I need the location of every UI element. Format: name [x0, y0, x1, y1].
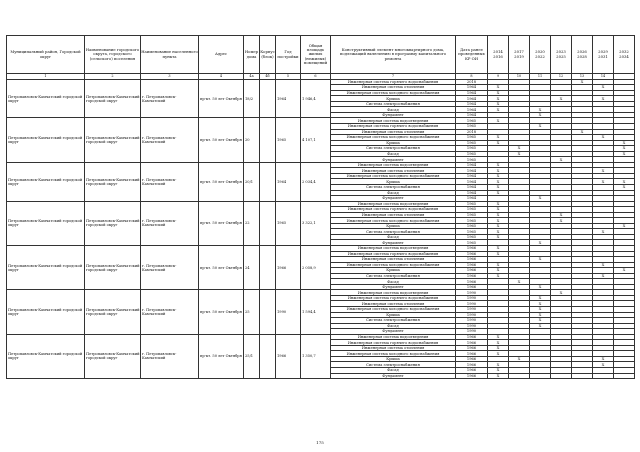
- house-address-cell: пр-кт. 50 лет Октября: [199, 162, 244, 201]
- period-mark-cell: X: [614, 179, 635, 185]
- period-mark-cell: X: [530, 312, 551, 318]
- period-mark-cell: X: [614, 146, 635, 152]
- repair-date-cell: 1966: [456, 262, 488, 268]
- element-cell: Система электроснабжения: [331, 362, 456, 368]
- period-mark-cell: X: [488, 173, 509, 179]
- period-mark-cell: X: [488, 340, 509, 346]
- column-number-cell: 7: [331, 74, 456, 80]
- house-address-cell: пр-кт. 50 лет Октября: [199, 246, 244, 290]
- column-number-cell: 6: [301, 74, 331, 80]
- period-mark-cell: X: [488, 273, 509, 279]
- element-cell: Фасад: [331, 151, 456, 157]
- repair-date-cell: 1966: [456, 356, 488, 362]
- house-year-cell: 1965: [276, 118, 301, 162]
- house-house-no-cell: 25/1: [244, 334, 260, 378]
- element-cell: Инженерная система холодного водоснабжения: [331, 218, 456, 224]
- house-house-no-cell: 22: [244, 201, 260, 245]
- house-settlement-cell: Петропавловск-Камчатский городской округ: [85, 118, 141, 162]
- element-cell: Инженерная система холодного водоснабжения: [331, 173, 456, 179]
- repair-date-cell: 1966: [456, 340, 488, 346]
- house-area-cell: 1 350,7: [301, 334, 331, 378]
- element-cell: Фундамент: [331, 329, 456, 335]
- period-mark-cell: X: [593, 135, 614, 141]
- column-number-cell: 4: [199, 74, 244, 80]
- element-cell: Инженерная система отопления: [331, 212, 456, 218]
- period-mark-cell: X: [593, 85, 614, 91]
- period-mark-cell: X: [488, 368, 509, 374]
- period-mark-cell: X: [614, 140, 635, 146]
- repair-date-cell: 1966: [456, 246, 488, 252]
- repair-date-cell: 1966: [456, 268, 488, 274]
- period-mark-cell: X: [593, 229, 614, 235]
- element-cell: Фундамент: [331, 157, 456, 163]
- element-cell: Фундамент: [331, 196, 456, 202]
- column-number-cell: 14: [593, 74, 614, 80]
- period-mark-cell: X: [488, 135, 509, 141]
- house-locality-cell: г. Петропавловск-Камчатский: [141, 79, 199, 118]
- period-mark-cell: X: [530, 295, 551, 301]
- element-cell: Крыша: [331, 179, 456, 185]
- element-cell: Фундамент: [331, 284, 456, 290]
- house-house-no-cell: 20/1: [244, 162, 260, 201]
- header-cell: Дата ранее проведенных КР ОИ: [456, 36, 488, 74]
- repair-date-cell: 1965: [456, 223, 488, 229]
- period-mark-cell: X: [509, 356, 530, 362]
- column-number-cell: 3: [141, 74, 199, 80]
- period-mark-cell: X: [488, 262, 509, 268]
- house-block-cell: [260, 79, 276, 118]
- element-cell: Система электроснабжения: [331, 146, 456, 152]
- element-cell: Крыша: [331, 312, 456, 318]
- column-number-cell: 5: [276, 74, 301, 80]
- repair-date-cell: 1965: [456, 240, 488, 246]
- period-mark-cell: X: [488, 118, 509, 124]
- period-mark-cell: X: [530, 318, 551, 324]
- column-number-cell: 8: [456, 74, 488, 80]
- column-number-cell: 11: [530, 74, 551, 80]
- repair-date-cell: 1990: [456, 323, 488, 329]
- header-cell: Год постройки: [276, 36, 301, 74]
- header-cell: Муниципальный район, Городской округ: [7, 36, 85, 74]
- repair-date-cell: 1964: [456, 184, 488, 190]
- house-block-cell: [260, 334, 276, 378]
- period-mark-cell: X: [530, 107, 551, 113]
- house-house-no-cell: 20: [244, 118, 260, 162]
- house-address-cell: пр-кт. 50 лет Октября: [199, 334, 244, 378]
- period-mark-cell: X: [488, 351, 509, 357]
- column-number-cell: 1: [7, 74, 85, 80]
- period-mark-cell: X: [530, 323, 551, 329]
- period-mark-cell: X: [614, 184, 635, 190]
- element-cell: Система электроснабжения: [331, 318, 456, 324]
- repair-date-cell: 1964: [456, 90, 488, 96]
- period-mark-cell: X: [572, 129, 593, 135]
- column-number-cell: 9: [488, 74, 509, 80]
- house-district-cell: Петропавловск-Камчатский городской округ: [7, 290, 85, 334]
- period-mark-cell: X: [593, 179, 614, 185]
- house-locality-cell: г. Петропавловск-Камчатский: [141, 246, 199, 290]
- period-mark-cell: X: [530, 240, 551, 246]
- house-block-cell: [260, 201, 276, 245]
- house-year-cell: 1964: [276, 162, 301, 201]
- house-settlement-cell: Петропавловск-Камчатский городской округ: [85, 79, 141, 118]
- repair-date-cell: 1965: [456, 212, 488, 218]
- element-cell: Крыша: [331, 268, 456, 274]
- repair-date-cell: 1966: [456, 279, 488, 285]
- house-area-cell: 4 107,1: [301, 118, 331, 162]
- period-mark-cell: X: [530, 301, 551, 307]
- column-number-cell: 13: [572, 74, 593, 80]
- element-cell: Инженерная система отопления: [331, 168, 456, 174]
- repair-date-cell: 1964: [456, 179, 488, 185]
- element-cell: Инженерная система горячего водоснабжения: [331, 79, 456, 85]
- house-area-cell: 2 058,9: [301, 246, 331, 290]
- header-cell: Конструктивный элемент многоквартирного дома, подлежащий включению в программу капитального ремонта: [331, 36, 456, 74]
- house-area-cell: 1 594,4: [301, 290, 331, 334]
- period-mark-cell: X: [551, 212, 572, 218]
- element-cell: Инженерная система водоотведения: [331, 162, 456, 168]
- repair-date-cell: 1966: [456, 257, 488, 263]
- element-cell: Инженерная система водоотведения: [331, 246, 456, 252]
- column-number-cell: 10: [509, 74, 530, 80]
- period-mark-cell: X: [488, 179, 509, 185]
- element-cell: Инженерная система горячего водоснабжения: [331, 207, 456, 213]
- repair-date-cell: 1966: [456, 345, 488, 351]
- period-mark-cell: X: [551, 96, 572, 102]
- element-cell: Инженерная система холодного водоснабжения: [331, 90, 456, 96]
- house-year-cell: 1964: [276, 79, 301, 118]
- repair-date-cell: 1965: [456, 234, 488, 240]
- period-mark-cell: X: [488, 140, 509, 146]
- repair-date-cell: 1965: [456, 140, 488, 146]
- element-cell: Фундамент: [331, 112, 456, 118]
- repair-date-cell: 1966: [456, 373, 488, 379]
- house-address-cell: пр-кт. 50 лет Октября: [199, 79, 244, 118]
- period-mark-cell: X: [614, 151, 635, 157]
- element-cell: Крыша: [331, 96, 456, 102]
- house-address-cell: пр-кт. 50 лет Октября: [199, 290, 244, 334]
- element-cell: Инженерная система горячего водоснабжения: [331, 340, 456, 346]
- repair-date-cell: 1990: [456, 329, 488, 335]
- house-locality-cell: г. Петропавловск-Камчатский: [141, 162, 199, 201]
- period-mark-cell: [593, 373, 614, 379]
- repair-date-cell: 2018: [456, 129, 488, 135]
- period-mark-cell: X: [488, 362, 509, 368]
- period-mark-cell: X: [488, 223, 509, 229]
- period-mark-cell: X: [488, 207, 509, 213]
- element-cell: Инженерная система холодного водоснабжения: [331, 351, 456, 357]
- house-district-cell: Петропавловск-Камчатский городской округ: [7, 79, 85, 118]
- period-mark-cell: [530, 373, 551, 379]
- period-mark-cell: X: [488, 162, 509, 168]
- house-area-cell: 1 946,4: [301, 79, 331, 118]
- period-mark-cell: X: [488, 190, 509, 196]
- header-cell: 2014 2016: [488, 36, 509, 74]
- house-house-no-cell: 18/2: [244, 79, 260, 118]
- period-mark-cell: X: [593, 273, 614, 279]
- element-cell: Фасад: [331, 107, 456, 113]
- element-cell: Инженерная система горячего водоснабжения: [331, 123, 456, 129]
- period-mark-cell: X: [488, 373, 509, 379]
- element-cell: Инженерная система водоотведения: [331, 201, 456, 207]
- element-cell: Инженерная система отопления: [331, 301, 456, 307]
- house-settlement-cell: Петропавловск-Камчатский городской округ: [85, 201, 141, 245]
- element-cell: Фасад: [331, 190, 456, 196]
- repair-date-cell: 1965: [456, 207, 488, 213]
- house-locality-cell: г. Петропавловск-Камчатский: [141, 334, 199, 378]
- repair-date-cell: 1990: [456, 307, 488, 313]
- period-mark-cell: X: [509, 146, 530, 152]
- repair-date-cell: 1990: [456, 290, 488, 296]
- repair-date-cell: 1965: [456, 229, 488, 235]
- period-mark-cell: X: [551, 218, 572, 224]
- element-cell: Крыша: [331, 223, 456, 229]
- period-mark-cell: [614, 373, 635, 379]
- repair-date-cell: 1966: [456, 368, 488, 374]
- period-mark-cell: X: [530, 257, 551, 263]
- house-year-cell: 1965: [276, 201, 301, 245]
- repair-date-cell: 1965: [456, 118, 488, 124]
- period-mark-cell: X: [593, 262, 614, 268]
- house-locality-cell: г. Петропавловск-Камчатский: [141, 201, 199, 245]
- repair-date-cell: 1990: [456, 312, 488, 318]
- element-cell: Фасад: [331, 234, 456, 240]
- period-mark-cell: X: [488, 96, 509, 102]
- period-mark-cell: X: [551, 290, 572, 296]
- period-mark-cell: X: [593, 356, 614, 362]
- house-district-cell: Петропавловск-Камчатский городской округ: [7, 334, 85, 378]
- element-cell: Крыша: [331, 140, 456, 146]
- period-mark-cell: X: [488, 168, 509, 174]
- house-locality-cell: г. Петропавловск-Камчатский: [141, 118, 199, 162]
- repair-date-cell: 1965: [456, 157, 488, 163]
- period-mark-cell: X: [593, 96, 614, 102]
- period-mark-cell: X: [572, 79, 593, 85]
- element-cell: Инженерная система отопления: [331, 345, 456, 351]
- house-year-cell: 1966: [276, 246, 301, 290]
- period-mark-cell: X: [488, 251, 509, 257]
- element-cell: Инженерная система горячего водоснабжения: [331, 251, 456, 257]
- repair-date-cell: 1990: [456, 318, 488, 324]
- period-mark-cell: X: [593, 362, 614, 368]
- period-mark-cell: X: [530, 284, 551, 290]
- header-cell: 2029 2031: [593, 36, 614, 74]
- period-mark-cell: X: [530, 196, 551, 202]
- period-mark-cell: X: [509, 279, 530, 285]
- house-settlement-cell: Петропавловск-Камчатский городской округ: [85, 334, 141, 378]
- header-cell: 2026 2028: [572, 36, 593, 74]
- period-mark-cell: X: [593, 168, 614, 174]
- house-district-cell: Петропавловск-Камчатский городской округ: [7, 246, 85, 290]
- element-cell: Система электроснабжения: [331, 184, 456, 190]
- house-year-cell: 1990: [276, 290, 301, 334]
- period-mark-cell: X: [488, 85, 509, 91]
- period-mark-cell: X: [614, 223, 635, 229]
- repair-date-cell: 1966: [456, 351, 488, 357]
- column-number-cell: 12: [551, 74, 572, 80]
- repair-date-cell: 1965: [456, 218, 488, 224]
- element-cell: Система электроснабжения: [331, 273, 456, 279]
- header-cell: Общая площадь жилых (нежилых) помещений: [301, 36, 331, 74]
- element-cell: Система электроснабжения: [331, 229, 456, 235]
- house-district-cell: Петропавловск-Камчатский городской округ: [7, 162, 85, 201]
- period-mark-cell: X: [488, 234, 509, 240]
- house-area-cell: 3 322,1: [301, 201, 331, 245]
- period-mark-cell: X: [488, 246, 509, 252]
- repair-date-cell: 1964: [456, 107, 488, 113]
- period-mark-cell: X: [488, 212, 509, 218]
- repair-date-cell: 1966: [456, 334, 488, 340]
- house-block-cell: [260, 246, 276, 290]
- element-cell: Фундамент: [331, 240, 456, 246]
- header-cell: 2032 2034: [614, 36, 635, 74]
- element-cell: Инженерная система водоотведения: [331, 334, 456, 340]
- repair-date-cell: 1990: [456, 301, 488, 307]
- repair-date-cell: 2018: [456, 79, 488, 85]
- repair-date-cell: 1965: [456, 146, 488, 152]
- repair-date-cell: 1964: [456, 173, 488, 179]
- house-settlement-cell: Петропавловск-Камчатский городской округ: [85, 290, 141, 334]
- repair-date-cell: 1990: [456, 295, 488, 301]
- period-mark-cell: X: [488, 201, 509, 207]
- repair-date-cell: 1964: [456, 162, 488, 168]
- repair-date-cell: 1964: [456, 112, 488, 118]
- period-mark-cell: X: [488, 268, 509, 274]
- header-cell: Наименование городского округа, городского (сельского) поселения: [85, 36, 141, 74]
- repair-date-cell: 1965: [456, 123, 488, 129]
- element-cell: Фасад: [331, 279, 456, 285]
- period-mark-cell: X: [614, 268, 635, 274]
- capital-repair-table: [6, 35, 635, 379]
- repair-date-cell: 1964: [456, 85, 488, 91]
- element-cell: Инженерная система отопления: [331, 85, 456, 91]
- repair-date-cell: 1966: [456, 273, 488, 279]
- house-settlement-cell: Петропавловск-Камчатский городской округ: [85, 246, 141, 290]
- period-mark-cell: [551, 373, 572, 379]
- repair-date-cell: 1965: [456, 201, 488, 207]
- period-mark-cell: X: [509, 151, 530, 157]
- element-cell: Инженерная система горячего водоснабжения: [331, 295, 456, 301]
- header-row: [7, 36, 635, 74]
- house-address-cell: пр-кт. 50 лет Октября: [199, 118, 244, 162]
- header-cell: Наименование населенного пункта: [141, 36, 199, 74]
- repair-date-cell: 1966: [456, 251, 488, 257]
- period-mark-cell: [572, 373, 593, 379]
- house-house-no-cell: 25: [244, 290, 260, 334]
- period-mark-cell: X: [488, 101, 509, 107]
- house-locality-cell: г. Петропавловск-Камчатский: [141, 290, 199, 334]
- repair-date-cell: 1965: [456, 135, 488, 141]
- element-cell: Инженерная система отопления: [331, 129, 456, 135]
- house-block-cell: [260, 118, 276, 162]
- element-cell: Система электроснабжения: [331, 101, 456, 107]
- element-cell: Инженерная система холодного водоснабжения: [331, 135, 456, 141]
- header-cell: 2020 2022: [530, 36, 551, 74]
- house-block-cell: [260, 290, 276, 334]
- period-mark-cell: X: [488, 107, 509, 113]
- column-number-cell: 4а: [244, 74, 260, 80]
- period-mark-cell: X: [530, 112, 551, 118]
- period-mark-cell: X: [488, 229, 509, 235]
- element-cell: Инженерная система водоотведения: [331, 290, 456, 296]
- house-year-cell: 1966: [276, 334, 301, 378]
- repair-date-cell: 1966: [456, 362, 488, 368]
- header-cell: Адрес: [199, 36, 244, 74]
- repair-date-cell: 1964: [456, 96, 488, 102]
- house-block-cell: [260, 162, 276, 201]
- house-district-cell: Петропавловск-Камчатский городской округ: [7, 118, 85, 162]
- column-number-cell: 2: [85, 74, 141, 80]
- repair-date-cell: 1964: [456, 168, 488, 174]
- header-cell: 2023 2025: [551, 36, 572, 74]
- page-number: 175: [316, 440, 324, 445]
- period-mark-cell: X: [530, 123, 551, 129]
- period-mark-cell: X: [530, 307, 551, 313]
- house-address-cell: пр-кт. 50 лет Октября: [199, 201, 244, 245]
- repair-date-cell: 1966: [456, 284, 488, 290]
- header-cell: Корпус (блок): [260, 36, 276, 74]
- repair-date-cell: 1965: [456, 151, 488, 157]
- column-number-cell: 4б: [260, 74, 276, 80]
- header-cell: 2017 2019: [509, 36, 530, 74]
- house-district-cell: Петропавловск-Камчатский городской округ: [7, 201, 85, 245]
- period-mark-cell: X: [488, 334, 509, 340]
- period-mark-cell: X: [551, 157, 572, 163]
- element-cell: Инженерная система отопления: [331, 257, 456, 263]
- element-cell: Фасад: [331, 368, 456, 374]
- header-cell: Номер дома: [244, 36, 260, 74]
- house-area-cell: 2 034,4: [301, 162, 331, 201]
- element-cell: Фундамент: [331, 373, 456, 379]
- element-cell: Фасад: [331, 323, 456, 329]
- house-settlement-cell: Петропавловск-Камчатский городской округ: [85, 162, 141, 201]
- element-cell: Инженерная система водоотведения: [331, 118, 456, 124]
- period-mark-cell: X: [488, 90, 509, 96]
- period-mark-cell: [509, 373, 530, 379]
- period-mark-cell: X: [488, 218, 509, 224]
- period-mark-cell: X: [488, 184, 509, 190]
- house-house-no-cell: 24: [244, 246, 260, 290]
- table-body: [7, 74, 635, 379]
- repair-date-cell: 1964: [456, 196, 488, 202]
- element-cell: Инженерная система холодного водоснабжения: [331, 307, 456, 313]
- period-mark-cell: X: [488, 345, 509, 351]
- repair-date-cell: 1964: [456, 190, 488, 196]
- element-cell: Крыша: [331, 356, 456, 362]
- element-cell: Инженерная система холодного водоснабжения: [331, 262, 456, 268]
- repair-date-cell: 1964: [456, 101, 488, 107]
